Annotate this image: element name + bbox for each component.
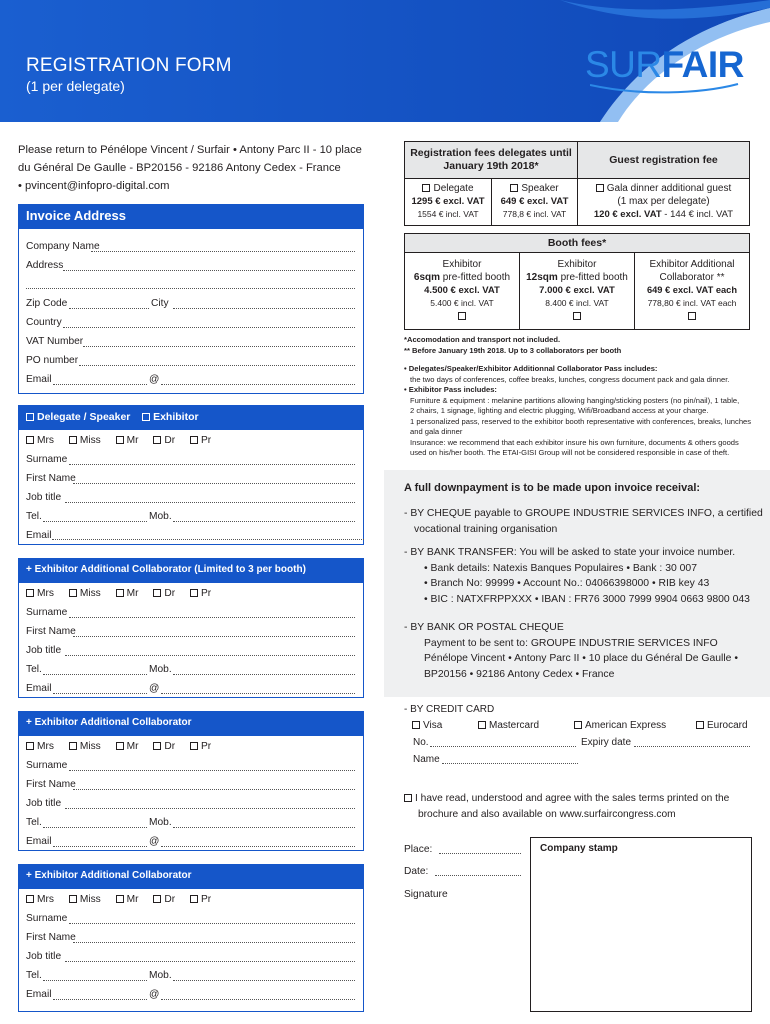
payment-postal-line: - BY BANK OR POSTAL CHEQUE [404,622,564,633]
surname-field[interactable] [69,923,355,924]
zip-code-label: Zip Code [26,298,68,309]
payment-bank-details: • BIC : NATXFRPPXXX • IBAN : FR76 3000 7999 9904 0663 9800 043 [424,593,750,605]
email-user-field[interactable] [53,999,147,1000]
first-name-label: First Name [26,932,76,943]
email-label: Email [26,989,52,1000]
form-subtitle: (1 per delegate) [26,78,125,94]
po-number-label: PO number [26,355,79,366]
pr-label: Pr [200,588,212,599]
note-exhibitor-body: 2 chairs, 1 signage, lighting and electric plugging, Wifi/Broadband access at your charge. [410,406,709,415]
card-mastercard-option[interactable] [478,718,539,734]
email-user-field[interactable] [53,846,147,847]
exhibitor-collaborator-excl: 649 € excl. VAT each [646,285,738,295]
exhibitor-collaborator-incl: 778,80 € incl. VAT each [647,298,737,308]
intro-line: du Général De Gaulle - BP20156 - 92186 Antony Cedex - France [18,162,341,174]
tel-label: Tel. [26,970,42,981]
note-pass-title: • Delegates/Speaker/Exhibitor Additionnal Collaborator Pass includes: [404,364,658,373]
email-user-field[interactable] [53,693,147,694]
mastercard-checkbox[interactable] [478,721,486,729]
mrs-checkbox[interactable] [26,895,34,903]
exhibitor-12sqm-excl: 7.000 € excl. VAT [539,285,615,296]
exhibitor-collaborator-label: Exhibitor Additional [649,259,735,270]
email-user-field[interactable] [53,384,147,385]
email-domain-field[interactable] [161,846,355,847]
gala-fee-label: Gala dinner additional guest [606,183,732,194]
mr-label: Mr [126,435,139,446]
dr-checkbox[interactable] [153,589,161,597]
delegate-heading [18,405,364,429]
note-exhibitor-body: and gala dinner [410,427,463,436]
note-insurance: Insurance: we recommend that each exhibitor insure his own furniture, documents & others goods [410,437,739,447]
registration-fees-header: Registration fees delegates until January 19th 2018* [404,141,578,179]
place-field[interactable] [439,853,521,854]
company-stamp-label: Company stamp [540,843,618,854]
exhibitor-12sqm-size: 12sqm [526,272,558,283]
mr-label: Mr [126,741,139,752]
mrs-label: Mrs [37,588,54,599]
delegate-fee-checkbox[interactable] [422,184,430,192]
collaborator-2-heading: + Exhibitor Additional Collaborator [18,711,364,735]
first-name-field[interactable] [73,942,355,943]
gala-fee-cell [577,178,750,226]
exhibitor-collaborator-cell [634,252,750,330]
intro-email: • pvincent@infopro-digital.com [18,180,170,192]
delegate-details-box [18,429,364,545]
card-number-label: No. [413,737,429,748]
gala-fee-incl: - 144 € incl. VAT [661,209,734,220]
pr-checkbox[interactable] [190,436,198,444]
miss-label: Miss [79,588,101,599]
card-number-field[interactable] [430,746,576,747]
logo-fair: FAIR [661,44,744,85]
note-exhibitor-body: 1 personalized pass, reserved to the exhibitor booth representative with conferences, breaks, lunches [410,416,752,426]
terms-line: brochure and also available on www.surfaircongress.com [418,808,676,820]
payment-postal-line: Payment to be sent to: GROUPE INDUSTRIE SERVICES INFO [424,637,718,649]
exhibitor-6sqm-checkbox[interactable] [458,312,466,320]
first-name-label: First Name [26,473,76,484]
at-sign: @ [149,836,160,847]
delegate-fee-excl: 1295 € excl. VAT [411,196,485,207]
mob-label: Mob. [149,511,172,522]
tel-field[interactable] [43,521,147,522]
country-field[interactable] [63,327,355,328]
email-domain-field[interactable] [161,384,355,385]
date-field[interactable] [435,875,521,876]
gala-fee-note: (1 max per delegate) [617,196,710,207]
vat-number-label: VAT Number [26,336,84,347]
surname-label: Surname [26,913,68,924]
terms-checkbox[interactable] [404,794,412,802]
delegate-email-field[interactable] [52,539,364,540]
city-label: City [151,298,169,309]
guest-fee-header: Guest registration fee [577,141,750,179]
at-sign: @ [149,683,160,694]
mr-label: Mr [126,894,139,905]
card-eurocard-option[interactable] [696,718,748,734]
payment-cheque-line: - BY CHEQUE payable to GROUPE INDUSTRIE SERVICES INFO, a certified [404,508,763,519]
mr-checkbox[interactable] [116,742,124,750]
pr-checkbox[interactable] [190,589,198,597]
speaker-fee-cell [491,178,578,226]
mrs-checkbox[interactable] [26,589,34,597]
exhibitor-12sqm-checkbox[interactable] [573,312,581,320]
surfair-logo [585,44,744,86]
card-visa-option[interactable] [412,718,442,734]
payment-bank-details: • Branch No: 99999 • Account No.: 04066398000 • RIB key 43 [424,578,710,589]
exhibitor-12sqm-booth: pre-fitted booth [557,272,628,283]
payment-bank-details: • Bank details: Natexis Banques Populaires • Bank : 30 007 [424,562,697,574]
dr-label: Dr [164,435,176,446]
tel-field[interactable] [43,980,147,981]
note-accommodation: *Accomodation and transport not included. [404,335,561,344]
address-field-2[interactable] [26,288,355,289]
first-name-label: First Name [26,779,76,790]
collaborator-3-box [18,888,364,1012]
collaborator-2-box [18,735,364,851]
exhibitor-checkbox[interactable] [142,413,150,421]
job-title-field[interactable] [65,961,355,962]
address-label: Address [26,260,64,271]
dr-checkbox[interactable] [153,895,161,903]
mob-field[interactable] [173,980,355,981]
exhibitor-collaborator-checkbox[interactable] [688,312,696,320]
delegate-fee-incl: 1554 € incl. VAT [417,209,479,219]
speaker-fee-checkbox[interactable] [510,184,518,192]
email-label: Email [26,683,52,694]
po-number-field[interactable] [79,365,355,366]
email-domain-field[interactable] [161,693,355,694]
miss-label: Miss [79,894,101,905]
mob-field[interactable] [173,521,355,522]
tel-label: Tel. [26,511,42,522]
delegate-speaker-label: Delegate / Speaker [37,411,131,423]
visa-label: Visa [423,720,443,731]
job-title-field[interactable] [65,502,355,503]
email-domain-field[interactable] [161,999,355,1000]
mrs-checkbox[interactable] [26,742,34,750]
collaborator-1-heading: + Exhibitor Additional Collaborator (Limited to 3 per booth) [18,558,364,582]
exhibitor-12sqm-incl: 8.400 € incl. VAT [545,298,609,308]
mrs-label: Mrs [37,894,54,905]
eurocard-checkbox[interactable] [696,721,704,729]
dr-label: Dr [164,588,176,599]
note-exhibitor-body: Furniture & equipment : melanine partitions allowing hanging/sticking posters (no pin/nail), 1 table, [410,395,740,405]
expiry-date-field[interactable] [634,746,750,747]
mr-checkbox[interactable] [116,895,124,903]
job-title-field[interactable] [65,655,355,656]
title-options [26,741,223,752]
booth-fees-header: Booth fees* [404,233,750,253]
mob-label: Mob. [149,817,172,828]
miss-label: Miss [79,435,101,446]
miss-checkbox[interactable] [69,742,77,750]
email-label: Email [26,836,52,847]
card-name-field[interactable] [442,763,578,764]
dr-label: Dr [164,894,176,905]
intro-line: Please return to Pénélope Vincent / Surfair • Antony Parc II - 10 place [18,144,362,156]
mrs-label: Mrs [37,435,54,446]
payment-cheque-line: vocational training organisation [414,523,558,535]
note-pass-body: the two days of conferences, coffee breaks, lunches, congress document pack and gala dinner. [410,374,730,384]
surname-field[interactable] [69,770,355,771]
amex-checkbox[interactable] [574,721,582,729]
exhibitor-6sqm-label: Exhibitor [442,259,482,270]
signature-label: Signature [404,889,448,900]
first-name-field[interactable] [73,483,355,484]
tel-label: Tel. [26,664,42,675]
pr-label: Pr [200,435,212,446]
exhibitor-6sqm-size: 6sqm [413,272,441,283]
mob-label: Mob. [149,664,172,675]
tel-label: Tel. [26,817,42,828]
terms-line: I have read, understood and agree with the sales terms printed on the [415,793,730,804]
city-field[interactable] [173,308,355,309]
surname-label: Surname [26,607,68,618]
date-label: Date: [404,866,429,877]
exhibitor-6sqm-excl: 4.500 € excl. VAT [424,285,500,296]
expiry-date-label: Expiry date [581,737,632,748]
invoice-address-heading: Invoice Address [18,204,364,228]
mastercard-label: Mastercard [489,720,540,731]
payment-bank-transfer [404,545,750,607]
vat-number-field[interactable] [83,346,355,347]
mob-field[interactable] [173,827,355,828]
exhibitor-12sqm-label: Exhibitor [557,259,597,270]
form-title: REGISTRATION FORM [26,55,232,76]
collaborator-1-box [18,582,364,698]
collaborator-3-heading: + Exhibitor Additional Collaborator [18,864,364,888]
pass-notes [404,364,756,459]
job-title-label: Job title [26,645,62,656]
eurocard-label: Eurocard [707,720,748,731]
surname-label: Surname [26,454,68,465]
mr-label: Mr [126,588,139,599]
return-instructions [18,141,378,195]
email-label: Email [26,374,52,385]
job-title-label: Job title [26,492,62,503]
first-name-field[interactable] [73,789,355,790]
delegate-speaker-checkbox[interactable] [26,413,34,421]
first-name-field[interactable] [73,636,355,637]
speaker-fee-label: Speaker [521,183,559,194]
payment-postal-line: Pénélope Vincent • Antony Parc II • 10 place du Général De Gaulle • [424,653,738,664]
at-sign: @ [149,989,160,1000]
miss-checkbox[interactable] [69,895,77,903]
mob-label: Mob. [149,970,172,981]
miss-checkbox[interactable] [69,436,77,444]
mr-checkbox[interactable] [116,436,124,444]
delegate-fee-cell [404,178,492,226]
amex-label: American Express [585,720,667,731]
company-stamp-box[interactable] [530,837,752,1012]
mrs-checkbox[interactable] [26,436,34,444]
dr-label: Dr [164,741,176,752]
mr-checkbox[interactable] [116,589,124,597]
title-options [26,588,223,599]
pr-label: Pr [200,894,212,905]
logo-swoosh-icon [590,82,740,96]
delegate-fee-label: Delegate [433,183,474,194]
exhibitor-6sqm-incl: 5.400 € incl. VAT [430,298,494,308]
title-options [26,894,223,905]
gala-fee-checkbox[interactable] [596,184,604,192]
company-name-field[interactable] [91,251,355,252]
place-label: Place: [404,844,433,855]
gala-fee-excl: 120 € excl. VAT [593,209,662,220]
visa-checkbox[interactable] [412,721,420,729]
company-name-label: Company Name [26,241,100,252]
note-insurance: used on his/her booth. The ETAI-GISI Group will not be considered responsible in case of theft. [410,448,730,457]
surname-field[interactable] [69,464,355,465]
country-label: Country [26,317,62,328]
miss-label: Miss [79,741,101,752]
zip-code-field[interactable] [69,308,149,309]
card-amex-option[interactable] [574,718,666,734]
speaker-fee-excl: 649 € excl. VAT [500,196,569,207]
pr-checkbox[interactable] [190,742,198,750]
job-title-label: Job title [26,951,62,962]
job-title-label: Job title [26,798,62,809]
surname-field[interactable] [69,617,355,618]
exhibitor-collaborator-label-2: Collaborator ** [659,272,725,283]
email-label: Email [26,530,52,541]
note-exhibitor-title: • Exhibitor Pass includes: [404,385,497,394]
fee-notes [404,335,756,356]
card-name-label: Name [413,754,440,765]
dr-checkbox[interactable] [153,742,161,750]
payment-bank-line: - BY BANK TRANSFER: You will be asked to state your invoice number. [404,547,736,558]
pr-checkbox[interactable] [190,895,198,903]
tel-field[interactable] [43,827,147,828]
at-sign: @ [149,374,160,385]
payment-title: A full downpayment is to be made upon invoice receival: [404,482,701,494]
tel-field[interactable] [43,674,147,675]
dr-checkbox[interactable] [153,436,161,444]
logo-sur: SUR [585,44,662,85]
exhibitor-12sqm-cell [519,252,635,330]
payment-postal-line: BP20156 • 92186 Antony Cedex • France [424,668,615,680]
surname-label: Surname [26,760,68,771]
speaker-fee-incl: 778,8 € incl. VAT [502,209,567,219]
title-options [26,435,223,446]
exhibitor-6sqm-booth: pre-fitted booth [440,272,511,283]
address-field[interactable] [63,270,355,271]
exhibitor-6sqm-cell [404,252,520,330]
credit-card-label: - BY CREDIT CARD [404,704,495,715]
mrs-label: Mrs [37,741,54,752]
payment-postal-cheque [404,620,738,682]
payment-cheque [404,506,763,537]
terms-agreement [404,791,729,822]
miss-checkbox[interactable] [69,589,77,597]
first-name-label: First Name [26,626,76,637]
pr-label: Pr [200,741,212,752]
invoice-address-box [18,228,364,394]
note-collaborators: ** Before January 19th 2018. Up to 3 collaborators per booth [404,345,622,355]
mob-field[interactable] [173,674,355,675]
job-title-field[interactable] [65,808,355,809]
exhibitor-label: Exhibitor [153,411,199,423]
